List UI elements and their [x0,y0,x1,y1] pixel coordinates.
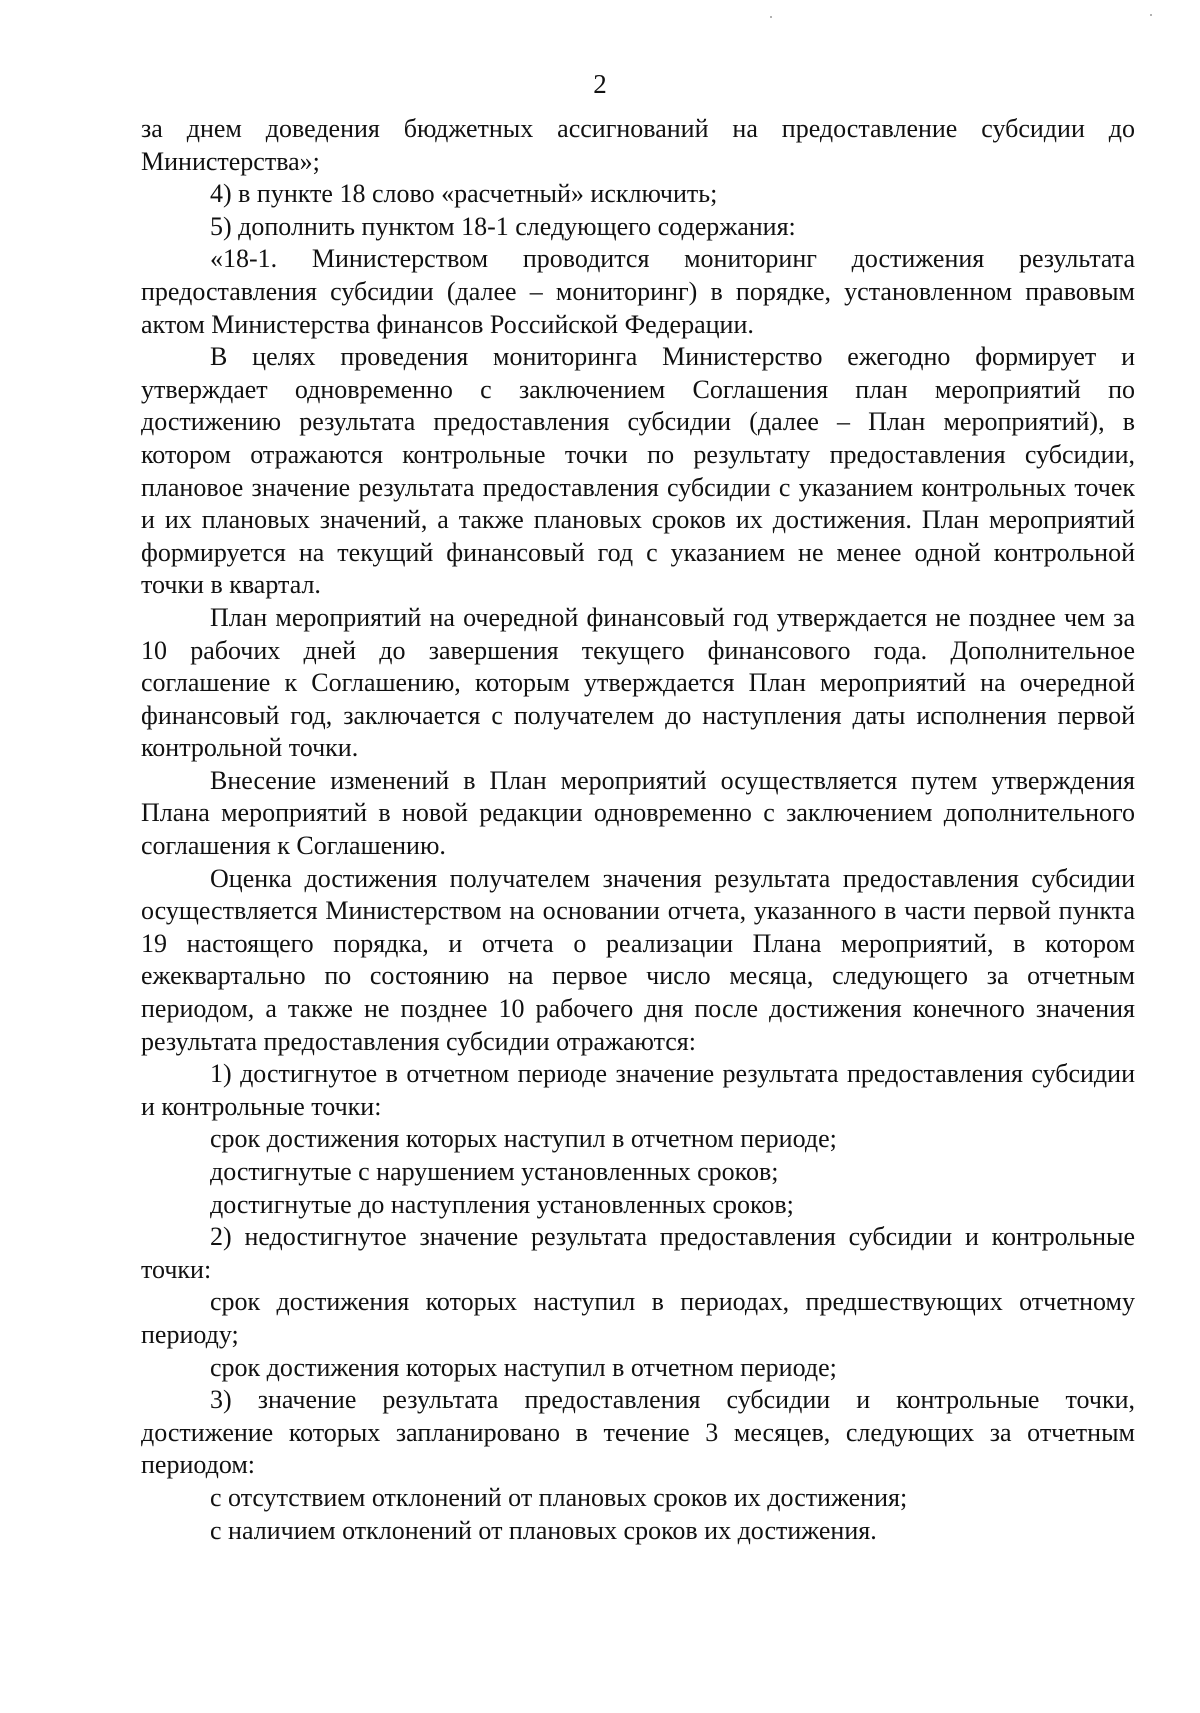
paragraph-subitem: достигнутые до наступления установленных сроков; [210,1189,794,1219]
paragraph-subitem: срок достижения которых наступил в отчетном периоде; [210,1124,837,1154]
paragraph-list-item-3: 3) значение результата предоставления субсидии и контрольные точки, достижение которых запланировано в течение 3 месяцев, следующих за отчетным периодом: [141,1385,1135,1480]
paragraph-subitem: с наличием отклонений от плановых сроков их достижения. [210,1515,877,1545]
paragraph-clause-18-1: «18-1. Министерством проводится мониторинг достижения результата предоставления субсидии (далее – мониторинг) в порядке, установленном правовым актом Министерства финансов Российской Федерации. [141,244,1135,339]
scan-speck [1150,14,1152,16]
paragraph-subitem: срок достижения которых наступил в отчетном периоде; [210,1352,837,1382]
scan-speck [770,16,772,18]
paragraph-subitem: достигнутые с нарушением установленных сроков; [210,1157,779,1186]
paragraph-item-5: 5) дополнить пунктом 18-1 следующего содержания: [210,211,796,241]
paragraph-assessment: Оценка достижения получателем значения результата предоставления субсидии осуществляется Министерством на основании отчета, указанного в части первой пункта 19 настоящего порядка, и отчета о реализации Плана мероприятий, в котором ежеквартально по состоянию на первое число месяца, следующего за отчетным периодом, а также не позднее 10 рабочего дня после достижения конечного значения результата предоставления субсидии отражаются: [141,863,1135,1056]
paragraph-list-item-2: 2) недостигнутое значение результата предоставления субсидии и контрольные точки: [141,1222,1135,1284]
paragraph-monitoring-plan: В целях проведения мониторинга Министерство ежегодно формирует и утверждает одновременно с заключением Соглашения план мероприятий по достижению результата предоставления субсидии (далее – План мероприятий), в котором отражаются контрольные точки по результату предоставления субсидии, плановое значение результата предоставления субсидии с указанием контрольных точек и их плановых значений, а также плановых сроков их достижения. План мероприятий формируется на текущий финансовый год с указанием не менее одной контрольной точки в квартал. [141,342,1135,600]
paragraph-plan-changes: Внесение изменений в План мероприятий осуществляется путем утверждения Плана мероприятий в новой редакции одновременно с заключением дополнительного соглашения к Соглашению. [141,765,1135,861]
paragraph-subitem: срок достижения которых наступил в периодах, предшествующих отчетному периоду; [141,1287,1135,1349]
paragraph-continuation: за днем доведения бюджетных ассигнований на предоставление субсидии до Министерства»; [141,114,1135,176]
paragraph-list-item-1: 1) достигнутое в отчетном периоде значение результата предоставления субсидии и контрольные точки: [141,1059,1135,1121]
page-number: 2 [593,69,607,99]
paragraph-item-4: 4) в пункте 18 слово «расчетный» исключить; [210,179,718,209]
document-body [141,113,1135,1547]
paragraph-plan-approval: План мероприятий на очередной финансовый год утверждается не позднее чем за 10 рабочих дней до завершения текущего финансового года. Дополнительное соглашение к Соглашению, которым утверждается План мероприятий на очередной финансовый год, заключается с получателем до наступления даты исполнения первой контрольной точки. [141,602,1135,763]
paragraph-subitem: с отсутствием отклонений от плановых сроков их достижения; [210,1482,908,1512]
